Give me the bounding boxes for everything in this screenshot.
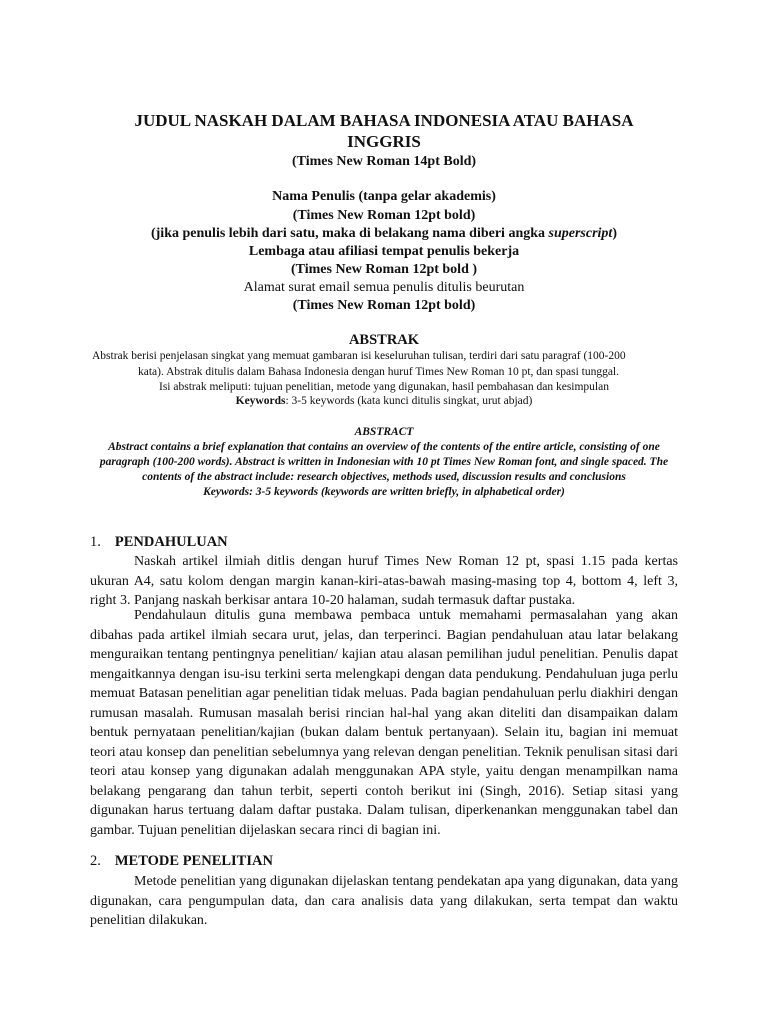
author-email: Alamat surat email semua penulis ditulis beurutan bbox=[243, 280, 525, 295]
abstract-en-keywords: Keywords: 3-5 keywords (keywords are written briefly, in alphabetical order) bbox=[203, 486, 565, 498]
multi-author-note-suffix: ) bbox=[612, 226, 617, 241]
paragraph: Metode penelitian yang digunakan dijelaskan tentang pendekatan apa yang digunakan, data yang digunakan, cara pengumpulan data, dan cara analisis data yang dilakukan, serta tempat dan waktu penelitian dilakukan. bbox=[90, 874, 678, 928]
abstrak-keywords-text: : 3-5 keywords (kata kunci ditulis singkat, urut abjad) bbox=[285, 395, 533, 407]
section-heading-metode bbox=[90, 853, 273, 870]
abstrak-heading: ABSTRAK bbox=[348, 332, 420, 348]
title-format-note: (Times New Roman 14pt Bold) bbox=[291, 154, 477, 169]
multi-author-note-prefix: (jika penulis lebih dari satu, maka di belakang nama diberi angka bbox=[150, 226, 549, 241]
author-name: Nama Penulis (tanpa gelar akademis) bbox=[272, 189, 496, 204]
title-line-1: JUDUL NASKAH DALAM BAHASA INDONESIA ATAU BAHASA bbox=[134, 111, 634, 130]
title-line-2: INGGRIS bbox=[347, 132, 421, 151]
section-title: PENDAHULUAN bbox=[114, 534, 228, 550]
abstrak-body bbox=[92, 349, 692, 396]
section-number: 1. bbox=[90, 534, 101, 550]
abstrak-line-3: Isi abstrak meliputi: tujuan penelitian, metode yang digunakan, hasil pembahasan dan kesimpulan bbox=[159, 381, 609, 393]
multi-author-note bbox=[60, 225, 708, 243]
paragraph: Naskah artikel ilmiah ditlis dengan huruf Times New Roman 12 pt, spasi 1.15 pada kertas ukuran A4, satu kolom dengan margin kanan-kiri-atas-bawah masing-masing top 4, bottom 4, left 3, right 3. Panjang naskah berkisar antara 10-20 halaman, sudah termasuk daftar pustaka. bbox=[90, 554, 678, 608]
institution-format-note: (Times New Roman 12pt bold ) bbox=[290, 262, 478, 277]
abstract-en-body: Abstract contains a brief explanation that contains an overview of the contents of the entire article, consisting of one paragraph (100-200 words). Abstract is written in Indonesian with 10 pt Times New Roman font, and single spaced. The contents of the abstract include: research objectives, methods used, discussion results and conclusions bbox=[99, 441, 669, 483]
author-format-note: (Times New Roman 12pt bold) bbox=[292, 208, 476, 223]
paper-title bbox=[90, 110, 678, 152]
email-format-note: (Times New Roman 12pt bold) bbox=[292, 298, 476, 313]
section-title: METODE PENELITIAN bbox=[114, 853, 273, 869]
section-heading-pendahuluan bbox=[90, 534, 228, 551]
abstrak-keywords-label: Keywords bbox=[235, 395, 286, 407]
section-number: 2. bbox=[90, 853, 101, 869]
abstrak-keywords bbox=[0, 395, 768, 407]
abstract-en-block bbox=[88, 425, 680, 500]
institution: Lembaga atau afiliasi tempat penulis bekerja bbox=[248, 244, 520, 259]
abstrak-line-2: kata). Abstrak ditulis dalam Bahasa Indonesia dengan huruf Times New Roman 10 pt, dan spasi tunggal. bbox=[138, 365, 620, 378]
abstrak-line-1: Abstrak berisi penjelasan singkat yang memuat gambaran isi keseluruhan tulisan, terdiri dari satu paragraf (100-200 bbox=[92, 350, 626, 362]
abstract-en-heading: ABSTRACT bbox=[354, 426, 414, 438]
multi-author-note-italic: superscript bbox=[548, 226, 613, 241]
paragraph: Pendahulaun ditulis guna membawa pembaca untuk memahami permasalahan yang akan dibahas pada artikel ilmiah secara urut, jelas, dan terperinci. Bagian pendahuluan atau latar belakang menguraikan tentang pentingnya penelitian/ kajian atau alasan pemilihan judul penelitian. Penulis dapat mengaitkannya dengan isu-isu terkini serta melengkapi dengan data pendukung. Pendahuluan juga perlu memuat Batasan penelitian agar penelitian tidak meluas. Pada bagian pendahuluan perlu diakhiri dengan rumusan masalah. Rumusan masalah berisi rincian hal-hal yang akan diteliti dan disampaikan dalam bentuk pernyataan penelitian/kajian (bukan dalam bentuk pertanyaan). Selain itu, bagian ini memuat teori atau konsep dan penelitian sebelumnya yang relevan dengan penelitian. Teknik penulisan sitasi dari teori atau konsep yang digunakan adalah menggunakan APA style, yaitu dengan menampilkan nama belakang pengarang dan tahun terbit, seperti contoh berikut ini (Singh, 2016). Setiap sitasi yang digunakan harus tertuang dalam daftar pustaka. Dalam tulisan, diperkenankan menggunakan tabel dan gambar. Tujuan penelitian dijelaskan secara rinci di bagian ini. bbox=[90, 608, 678, 838]
